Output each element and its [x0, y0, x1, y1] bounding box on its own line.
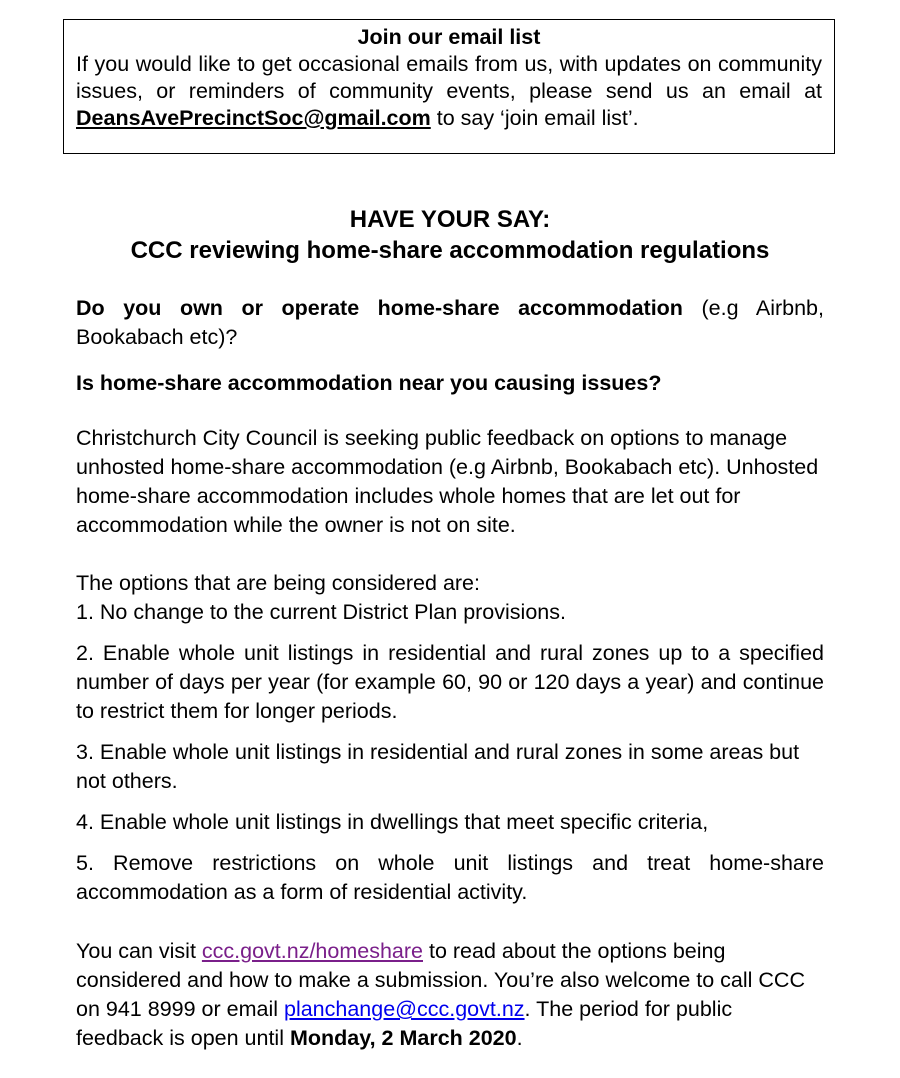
- option-item: 2. Enable whole unit listings in residential and rural zones up to a specified number of days per year (for example 60, 90 or 120 days a year) and continue to restrict them for longer periods.: [76, 641, 824, 723]
- headline-line-1: HAVE YOUR SAY:: [349, 206, 551, 233]
- question-own-operate-bold: Do you own or operate home-share accommodation: [76, 296, 683, 320]
- option-item: 4. Enable whole unit listings in dwellings that meet specific criteria,: [76, 810, 709, 834]
- question-own-operate: [76, 294, 824, 352]
- headline-line-2: CCC reviewing home-share accommodation regulations: [130, 237, 770, 264]
- article-headline: [76, 204, 824, 266]
- closing-text-2: to read about the options being considered and how to make a submission. You’re also welcome to call CCC on 941 8999 or email: [76, 939, 805, 1021]
- feedback-deadline: Monday, 2 March 2020: [289, 1026, 517, 1050]
- closing-text-1: You can visit: [76, 939, 202, 963]
- email-list-body: [76, 51, 822, 132]
- question-own-operate-rest: (e.g Airbnb, Bookabach etc)?: [76, 296, 824, 349]
- option-item: 1. No change to the current District Plan provisions.: [76, 600, 566, 624]
- option-item: 5. Remove restrictions on whole unit listings and treat home-share accommodation as a form of residential activity.: [76, 851, 824, 904]
- closing-text-3: . The period for public feedback is open until: [76, 997, 733, 1050]
- homeshare-link[interactable]: ccc.govt.nz/homeshare: [201, 939, 423, 963]
- society-email-address[interactable]: DeansAvePrecinctSoc@gmail.com: [76, 106, 431, 130]
- option-item: 3. Enable whole unit listings in residential and rural zones in some areas but not others.: [76, 740, 800, 793]
- closing-text-4: .: [516, 1026, 523, 1050]
- email-list-title: Join our email list: [357, 25, 541, 49]
- options-lead: The options that are being considered are:: [76, 571, 480, 595]
- email-list-box: [63, 19, 835, 154]
- planchange-email-link[interactable]: planchange@ccc.govt.nz: [283, 997, 525, 1021]
- intro-paragraph: Christchurch City Council is seeking public feedback on options to manage unhosted home-share accommodation (e.g Airbnb, Bookabach etc). Unhosted home-share accommodation includes whole homes that are let out for accommodation while the owner is not on site.: [76, 426, 819, 537]
- question-issues: Is home-share accommodation near you causing issues?: [76, 371, 662, 395]
- article: [76, 204, 824, 1053]
- email-list-text-before: If you would like to get occasional emails from us, with updates on community issues, or reminders of community events, please send us an email at: [76, 52, 822, 103]
- email-list-text-after: to say ‘join email list’.: [430, 106, 639, 130]
- closing-paragraph: [76, 937, 824, 1053]
